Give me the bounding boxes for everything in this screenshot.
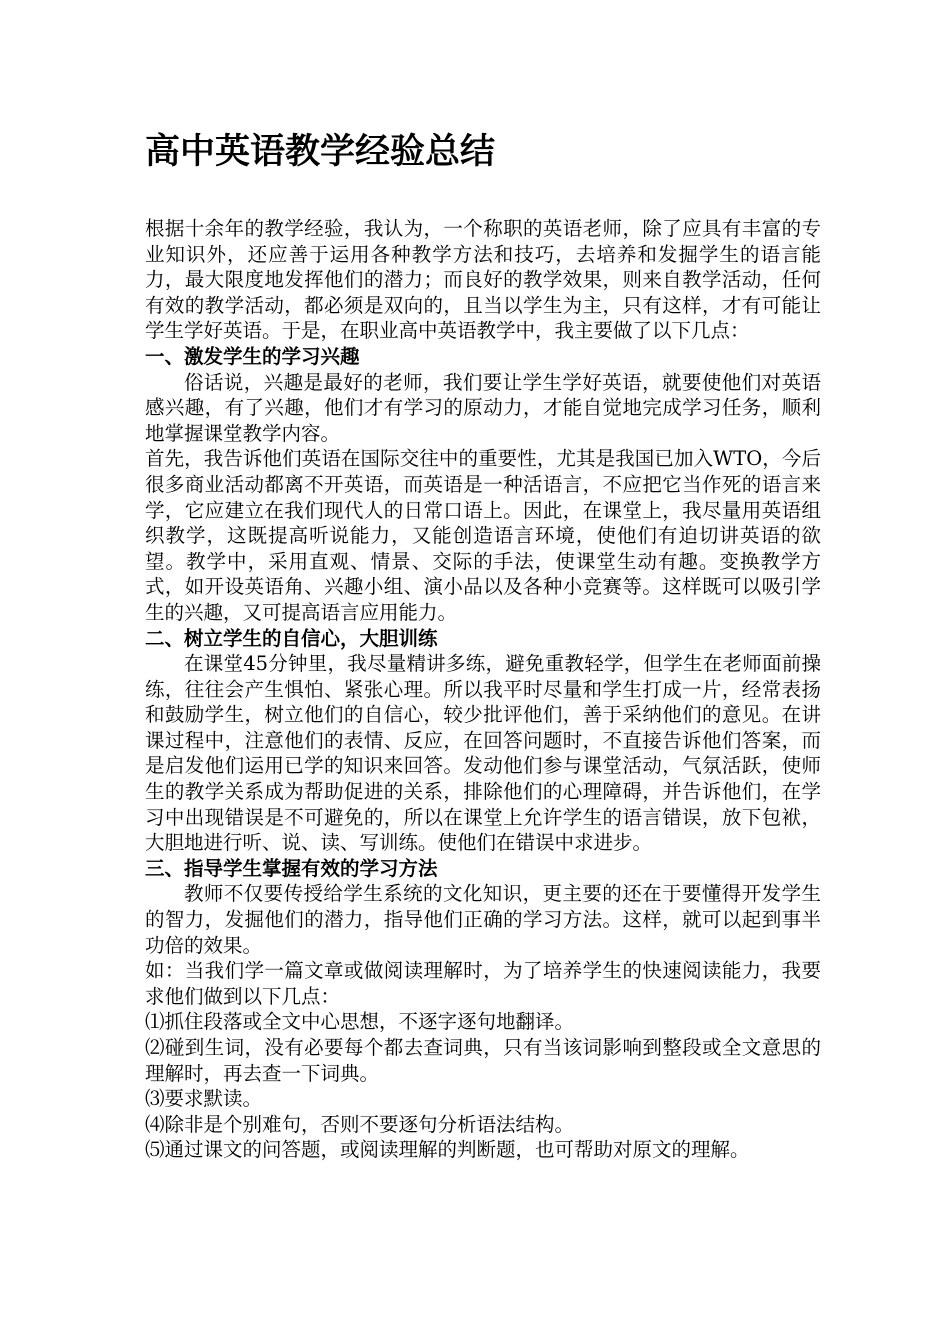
list-item: ⑴抓住段落或全文中心思想，不逐字逐句地翻译。: [145, 1010, 575, 1034]
section-heading-1: 一、激发学生的学习兴趣: [145, 344, 360, 368]
list-item: ⑵碰到生词，没有必要每个都去查词典，只有当该词影响到整段或全文意思的理解时，再去查一下词典。: [145, 1036, 821, 1085]
section-heading-3: 三、指导学生掌握有效的学习方法: [145, 856, 438, 880]
list-item: ⑷除非是个别难句，否则不要逐句分析语法结构。: [145, 1112, 575, 1136]
section-3-paragraph-1: 教师不仅要传授给学生系统的文化知识，更主要的还在于要懂得开发学生的智力，发掘他们的潜力，指导他们正确的学习方法。这样，就可以起到事半功倍的效果。: [145, 882, 821, 957]
document-body: [145, 216, 821, 1163]
section-heading-2: 二、树立学生的自信心，大胆训练: [145, 626, 438, 650]
document-title: 高中英语教学经验总结: [145, 131, 496, 172]
list-item: ⑸通过课文的问答题，或阅读理解的判断题，也可帮助对原文的理解。: [145, 1138, 750, 1162]
intro-paragraph: 根据十余年的教学经验，我认为，一个称职的英语老师，除了应具有丰富的专业知识外，还应善于运用各种教学方法和技巧，去培养和发掘学生的语言能力，最大限度地发挥他们的潜力；而良好的教学效果，则来自教学活动，任何有效的教学活动，都必须是双向的，且当以学生为主，只有这样，才有可能让学生学好英语。于是，在职业高中英语教学中，我主要做了以下几点：: [145, 217, 821, 343]
section-1-paragraph-1: 俗话说，兴趣是最好的老师，我们要让学生学好英语，就要使他们对英语感兴趣，有了兴趣，他们才有学习的原动力，才能自觉地完成学习任务，顺利地掌握课堂教学内容。: [145, 370, 821, 445]
section-3-paragraph-2: 如：当我们学一篇文章或做阅读理解时，为了培养学生的快速阅读能力，我要求他们做到以下几点：: [145, 959, 821, 1008]
list-item: ⑶要求默读。: [145, 1087, 263, 1111]
section-1-paragraph-2: 首先，我告诉他们英语在国际交往中的重要性，尤其是我国已加入WTO，今后很多商业活动都离不开英语，而英语是一种活语言，不应把它当作死的语言来学，它应建立在我们现代人的日常口语上。因此，在课堂上，我尽量用英语组织教学，这既提高听说能力，又能创造语言环境，使他们有迫切讲英语的欲望。教学中，采用直观、情景、交际的手法，使课堂生动有趣。变换教学方式，如开设英语角、兴趣小组、演小品以及各种小竞赛等。这样既可以吸引学生的兴趣，又可提高语言应用能力。: [145, 447, 821, 624]
section-2-paragraph-1: 在课堂45分钟里，我尽量精讲多练，避免重教轻学，但学生在老师面前操练，往往会产生惧怕、紧张心理。所以我平时尽量和学生打成一片，经常表扬和鼓励学生，树立他们的自信心，较少批评他们，善于采纳他们的意见。在讲课过程中，注意他们的表情、反应，在回答问题时，不直接告诉他们答案，而是启发他们运用已学的知识来回答。发动他们参与课堂活动，气氛活跃，使师生的教学关系成为帮助促进的关系，排除他们的心理障碍，并告诉他们，在学习中出现错误是不可避免的，所以在课堂上允许学生的语言错误，放下包袱，大胆地进行听、说、读、写训练。使他们在错误中求进步。: [145, 652, 821, 855]
